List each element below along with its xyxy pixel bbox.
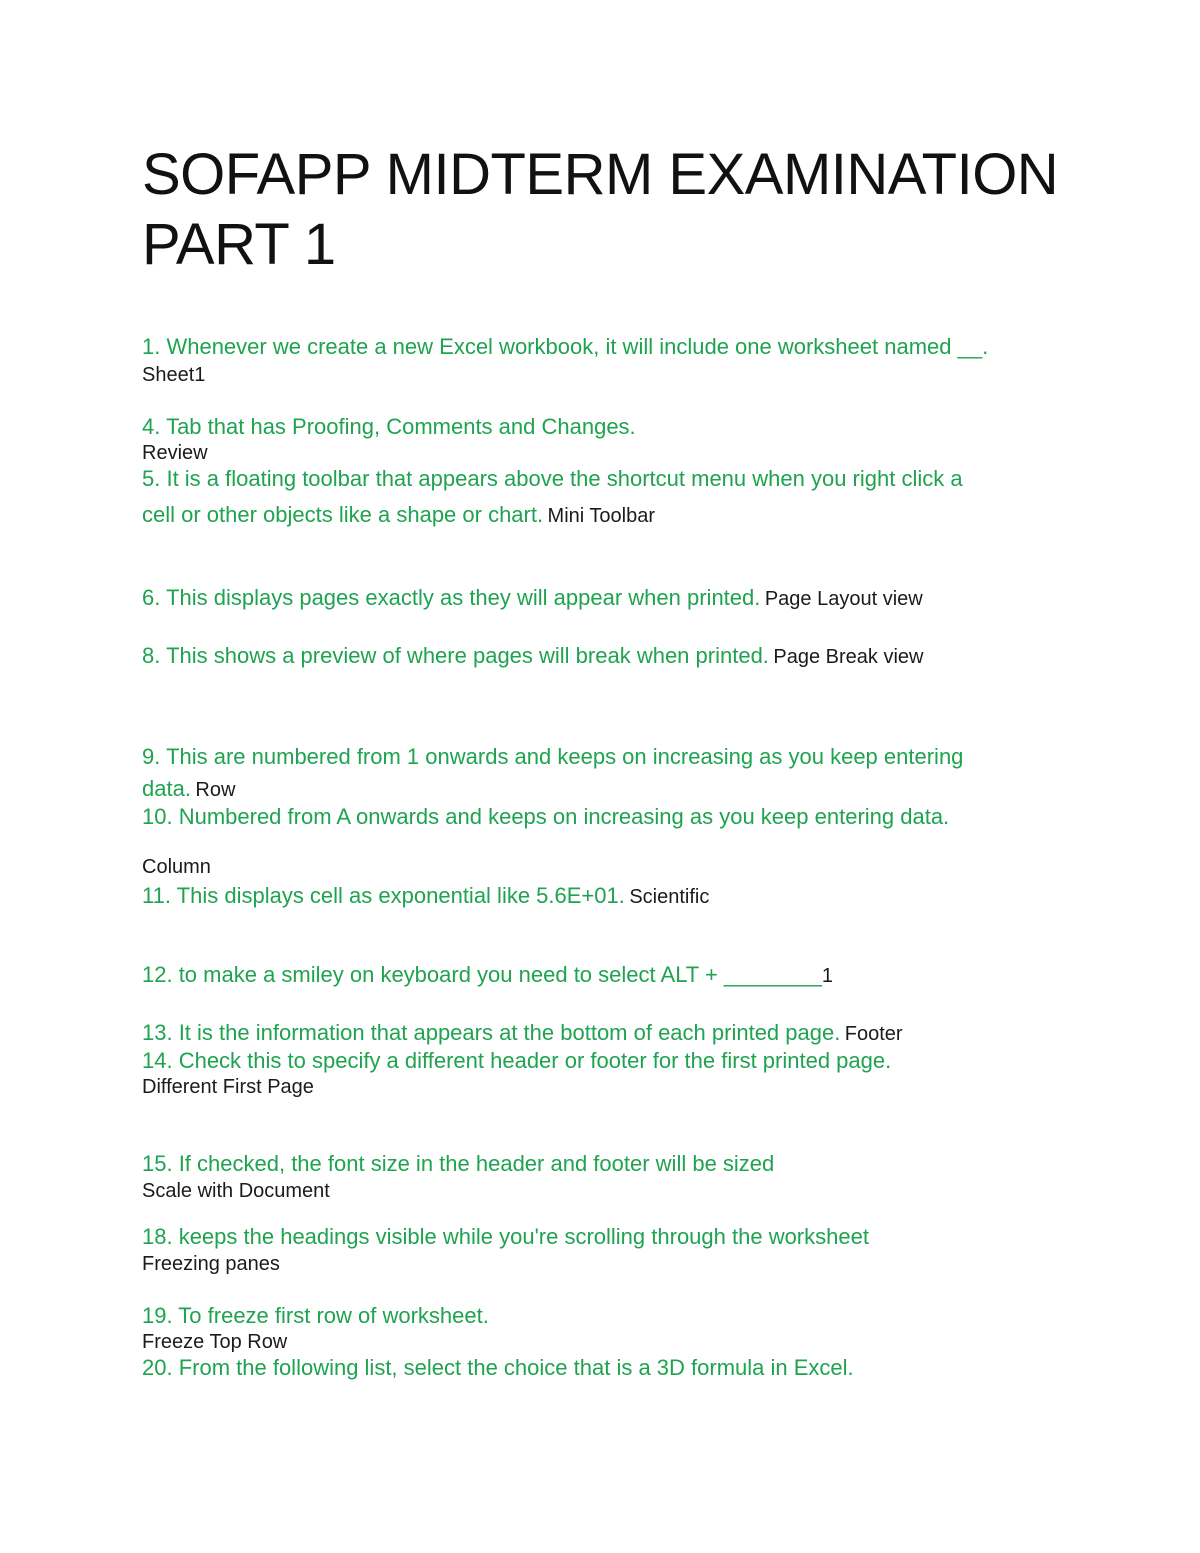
answer-10: Column [142,856,211,878]
answer-13: Footer [844,1023,903,1045]
answer-8: Page Break view [773,646,924,668]
question-12-row [142,962,833,988]
question-6-row [142,585,923,611]
answer-19: Freeze Top Row [142,1331,288,1353]
question-14: 14. Check this to specify a different header or footer for the first printed page. [142,1048,892,1073]
question-9-line-2: data. [142,776,191,801]
answer-18: Freezing panes [142,1253,280,1275]
answer-15: Scale with Document [142,1180,330,1202]
answer-9: Row [195,779,236,801]
question-20: 20. From the following list, select the choice that is a 3D formula in Excel. [142,1355,854,1380]
question-9-line-1: 9. This are numbered from 1 onwards and keeps on increasing as you keep entering [142,744,964,769]
answer-1: Sheet1 [142,364,206,386]
title-line-2: PART 1 [142,212,336,277]
question-15: 15. If checked, the font size in the header and footer will be sized [142,1151,775,1176]
answer-5: Mini Toolbar [547,505,656,527]
question-11-row [142,883,709,909]
question-13: 13. It is the information that appears at the bottom of each printed page. [142,1020,841,1045]
answer-4: Review [142,442,208,464]
question-19: 19. To freeze first row of worksheet. [142,1303,489,1328]
answer-12: 1 [821,965,833,987]
question-5-row [142,502,655,528]
answer-6: Page Layout view [764,588,923,610]
question-9-row [142,776,235,802]
page-title [142,140,1102,280]
question-1: 1. Whenever we create a new Excel workbook, it will include one worksheet named __. [142,334,989,359]
question-11: 11. This displays cell as exponential like 5.6E+01. [142,883,625,908]
question-8: 8. This shows a preview of where pages will break when printed. [142,643,769,668]
question-10: 10. Numbered from A onwards and keeps on increasing as you keep entering data. [142,804,950,829]
question-13-row [142,1020,903,1046]
answer-11: Scientific [629,886,710,908]
title-line-1: SOFAPP MIDTERM EXAMINATION [142,142,1059,207]
question-18: 18. keeps the headings visible while you're scrolling through the worksheet [142,1224,869,1249]
question-8-row [142,643,923,669]
question-5-line-2: cell or other objects like a shape or chart. [142,502,544,527]
answer-14: Different First Page [142,1076,314,1098]
question-5-line-1: 5. It is a floating toolbar that appears above the shortcut menu when you right click a [142,466,963,491]
question-6: 6. This displays pages exactly as they will appear when printed. [142,585,761,610]
question-4: 4. Tab that has Proofing, Comments and Changes. [142,414,636,439]
question-12: 12. to make a smiley on keyboard you need to select ALT + ________ [142,962,822,987]
